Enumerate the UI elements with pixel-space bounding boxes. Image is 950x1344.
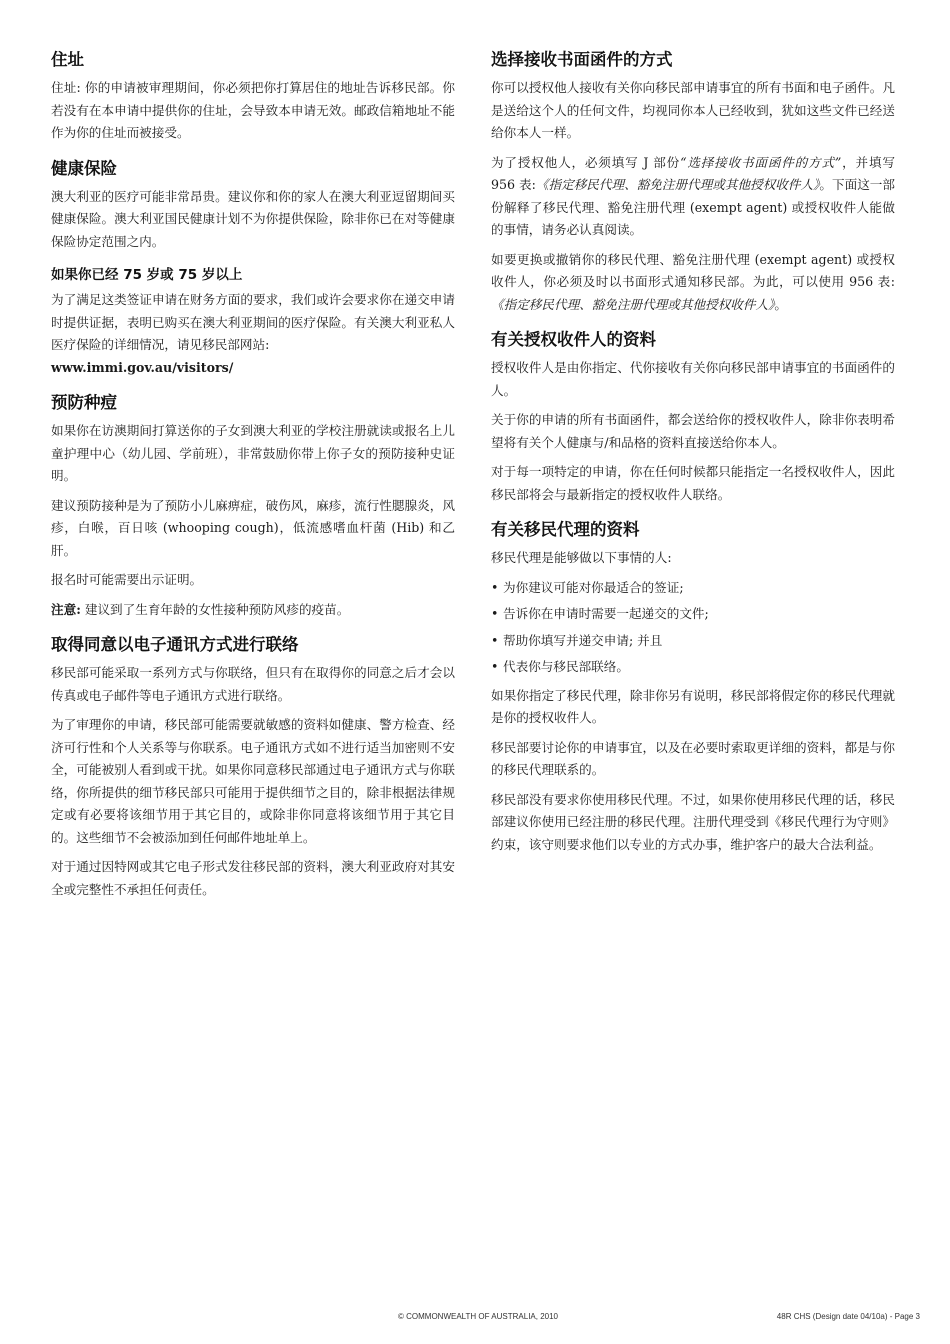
authorised-recipient-paragraph-1: 授权收件人是由你指定、代你接收有关你向移民部申请事宜的书面函件的人。 <box>491 360 895 398</box>
bullet-icon: • <box>491 659 499 674</box>
electronic-paragraph-1: 移民部可能采取一系列方式与你联络，但只有在取得你的同意之后才会以传真或电子邮件等电子通讯方式进行联络。 <box>51 665 455 703</box>
written-comm-text-b: ，并填写 956 表: <box>491 154 895 192</box>
written-comm-text-e: 。 <box>774 296 787 312</box>
written-comm-text-a: 为了授权他人，必须填写 J 部份 <box>491 154 681 170</box>
footer-copyright: © COMMONWEALTH OF AUSTRALIA, 2010 <box>398 1312 558 1321</box>
part-j-title: “选择接收书面函件的方式” <box>680 154 842 170</box>
left-column <box>51 48 455 913</box>
written-comm-text-c: 。下面这一部份解释了移民代理、豁免注册代理 (exempt agent) 或授权收件人能做的事情，请务必认真阅读。 <box>491 177 895 237</box>
bullet-icon: • <box>491 606 499 621</box>
written-comm-paragraph-3 <box>491 249 895 317</box>
footer-form-info: 48R CHS (Design date 04/10a) - Page 3 <box>776 1312 920 1321</box>
heading-authorised-recipient: 有关授权收件人的资料 <box>491 330 656 349</box>
written-comm-paragraph-1: 你可以授权他人接收有关你向移民部申请事宜的所有书面和电子函件。凡是送给这个人的任何文件，均视同你本人已经收到，犹如这些文件已经送给你本人一样。 <box>491 80 895 140</box>
heading-written-communication: 选择接收书面函件的方式 <box>491 50 673 69</box>
section-authorised-recipient <box>491 328 895 506</box>
authorised-recipient-paragraph-2: 关于你的申请的所有书面函件，都会送给你的授权收件人，除非你表明希望将有关个人健康与/和品格的资料直接送给你本人。 <box>491 412 895 450</box>
form-956-title: 《指定移民代理、豁免注册代理或其他授权收件人》 <box>535 177 820 192</box>
section-over-75 <box>51 265 455 379</box>
section-migration-agent <box>491 518 895 856</box>
migration-agent-list <box>491 577 895 679</box>
heading-migration-agent: 有关移民代理的资料 <box>491 520 640 539</box>
migration-agent-intro: 移民代理是能够做以下事情的人: <box>491 550 672 565</box>
list-item: • 为你建议可能对你最适合的签证; <box>491 577 895 600</box>
written-comm-text-d: 如要更换或撤销你的移民代理、豁免注册代理 (exempt agent) 或授权收件人，你必须及时以书面形式通知移民部。为此，可以使用 956 表: <box>491 251 895 289</box>
note-text: 建议到了生育年龄的女性接种预防风疹的疫苗。 <box>80 601 350 617</box>
immunisation-note <box>51 599 455 622</box>
over-75-paragraph: 为了满足这类签证申请在财务方面的要求，我们或许会要求你在递交申请时提供证据，表明已购买在澳大利亚期间的医疗保险。有关澳大利亚私人医疗保险的详细情况，请见移民部网站: <box>51 292 455 352</box>
section-immunisation <box>51 391 455 621</box>
health-insurance-paragraph: 澳大利亚的医疗可能非常昂贵。建议你和你的家人在澳大利亚逗留期间买健康保险。澳大利亚国民健康计划不为你提供保险，除非你已在对等健康保险协定范围之内。 <box>51 188 455 249</box>
heading-health-insurance: 健康保险 <box>51 158 117 178</box>
heading-electronic-communication: 取得同意以电子通讯方式进行联络 <box>51 635 299 654</box>
immunisation-paragraph-3: 报名时可能需要出示证明。 <box>51 572 203 587</box>
list-item: • 帮助你填写并递交申请; 并且 <box>491 630 895 653</box>
section-health-insurance <box>51 157 455 254</box>
section-address <box>51 48 455 145</box>
heading-over-75: 如果你已经 75 岁或 75 岁以上 <box>51 267 243 283</box>
address-paragraph: 住址: 你的申请被审理期间，你必须把你打算居住的地址告诉移民部。你若没有在本申请中提供你的住址，会导致本申请无效。邮政信箱地址不能作为你的住址而被接受。 <box>51 80 455 140</box>
list-item: • 告诉你在申请时需要一起递交的文件; <box>491 603 895 626</box>
migration-agent-paragraph-3: 移民部要讨论你的申请事宜，以及在必要时索取更详细的资料，都是与你的移民代理联系的。 <box>491 739 895 777</box>
bullet-icon: • <box>491 632 499 648</box>
electronic-paragraph-3: 对于通过因特网或其它电子形式发往移民部的资料，澳大利亚政府对其安全或完整性不承担任何责任。 <box>51 859 455 897</box>
immi-website-link[interactable]: www.immi.gov.au/visitors/ <box>51 359 234 375</box>
migration-agent-paragraph-2: 如果你指定了移民代理，除非你另有说明，移民部将假定你的移民代理就是你的授权收件人。 <box>491 687 895 725</box>
right-column <box>491 48 895 868</box>
section-electronic-communication <box>51 633 455 901</box>
heading-immunisation: 预防种痘 <box>51 393 117 412</box>
immunisation-paragraph-2: 建议预防接种是为了预防小儿麻痹症，破伤风，麻疹，流行性腮腺炎，风疹，白喉，百日咳 (whooping cough)，低流感嗜血杆菌 (Hib) 和乙肝。 <box>51 497 455 558</box>
electronic-paragraph-2: 为了审理你的申请，移民部可能需要就敏感的资料如健康、警方检查、经济可行性和个人关系等与你联系。电子通讯方式如不进行适当加密则不安全，可能被别人看到或干扰。如果你同意移民部通过电子通讯方式与你联络，你所提供的细节移民部只可能用于提供细节之目的，除非根据法律规定或有必要将该细节用于其它目的，或除非你同意将该细节用于其它目的。这些细节不会被添加到任何邮件地址单上。 <box>51 717 455 845</box>
form-956-title-2: 《指定移民代理、豁免注册代理或其他授权收件人》 <box>491 296 775 312</box>
section-written-communication <box>491 48 895 316</box>
bullet-icon: • <box>491 579 499 595</box>
note-label: 注意: <box>51 601 81 617</box>
list-item: • 代表你与移民部联络。 <box>491 656 895 679</box>
written-comm-paragraph-2 <box>491 152 895 242</box>
authorised-recipient-paragraph-3: 对于每一项特定的申请，你在任何时候都只能指定一名授权收件人，因此移民部将会与最新指定的授权收件人联络。 <box>491 464 895 502</box>
heading-address: 住址 <box>51 50 84 69</box>
migration-agent-paragraph-4: 移民部没有要求你使用移民代理。不过，如果你使用移民代理的话，移民部建议你使用已经注册的移民代理。注册代理受到《移民代理行为守则》约束，该守则要求他们以专业的方式办事，维护客户的最大合法利益。 <box>491 791 895 852</box>
immunisation-paragraph-1: 如果你在访澳期间打算送你的子女到澳大利亚的学校注册就读或报名上儿童护理中心（幼儿园、学前班），非常鼓励你带上你子女的预防接种史证明。 <box>51 423 455 483</box>
